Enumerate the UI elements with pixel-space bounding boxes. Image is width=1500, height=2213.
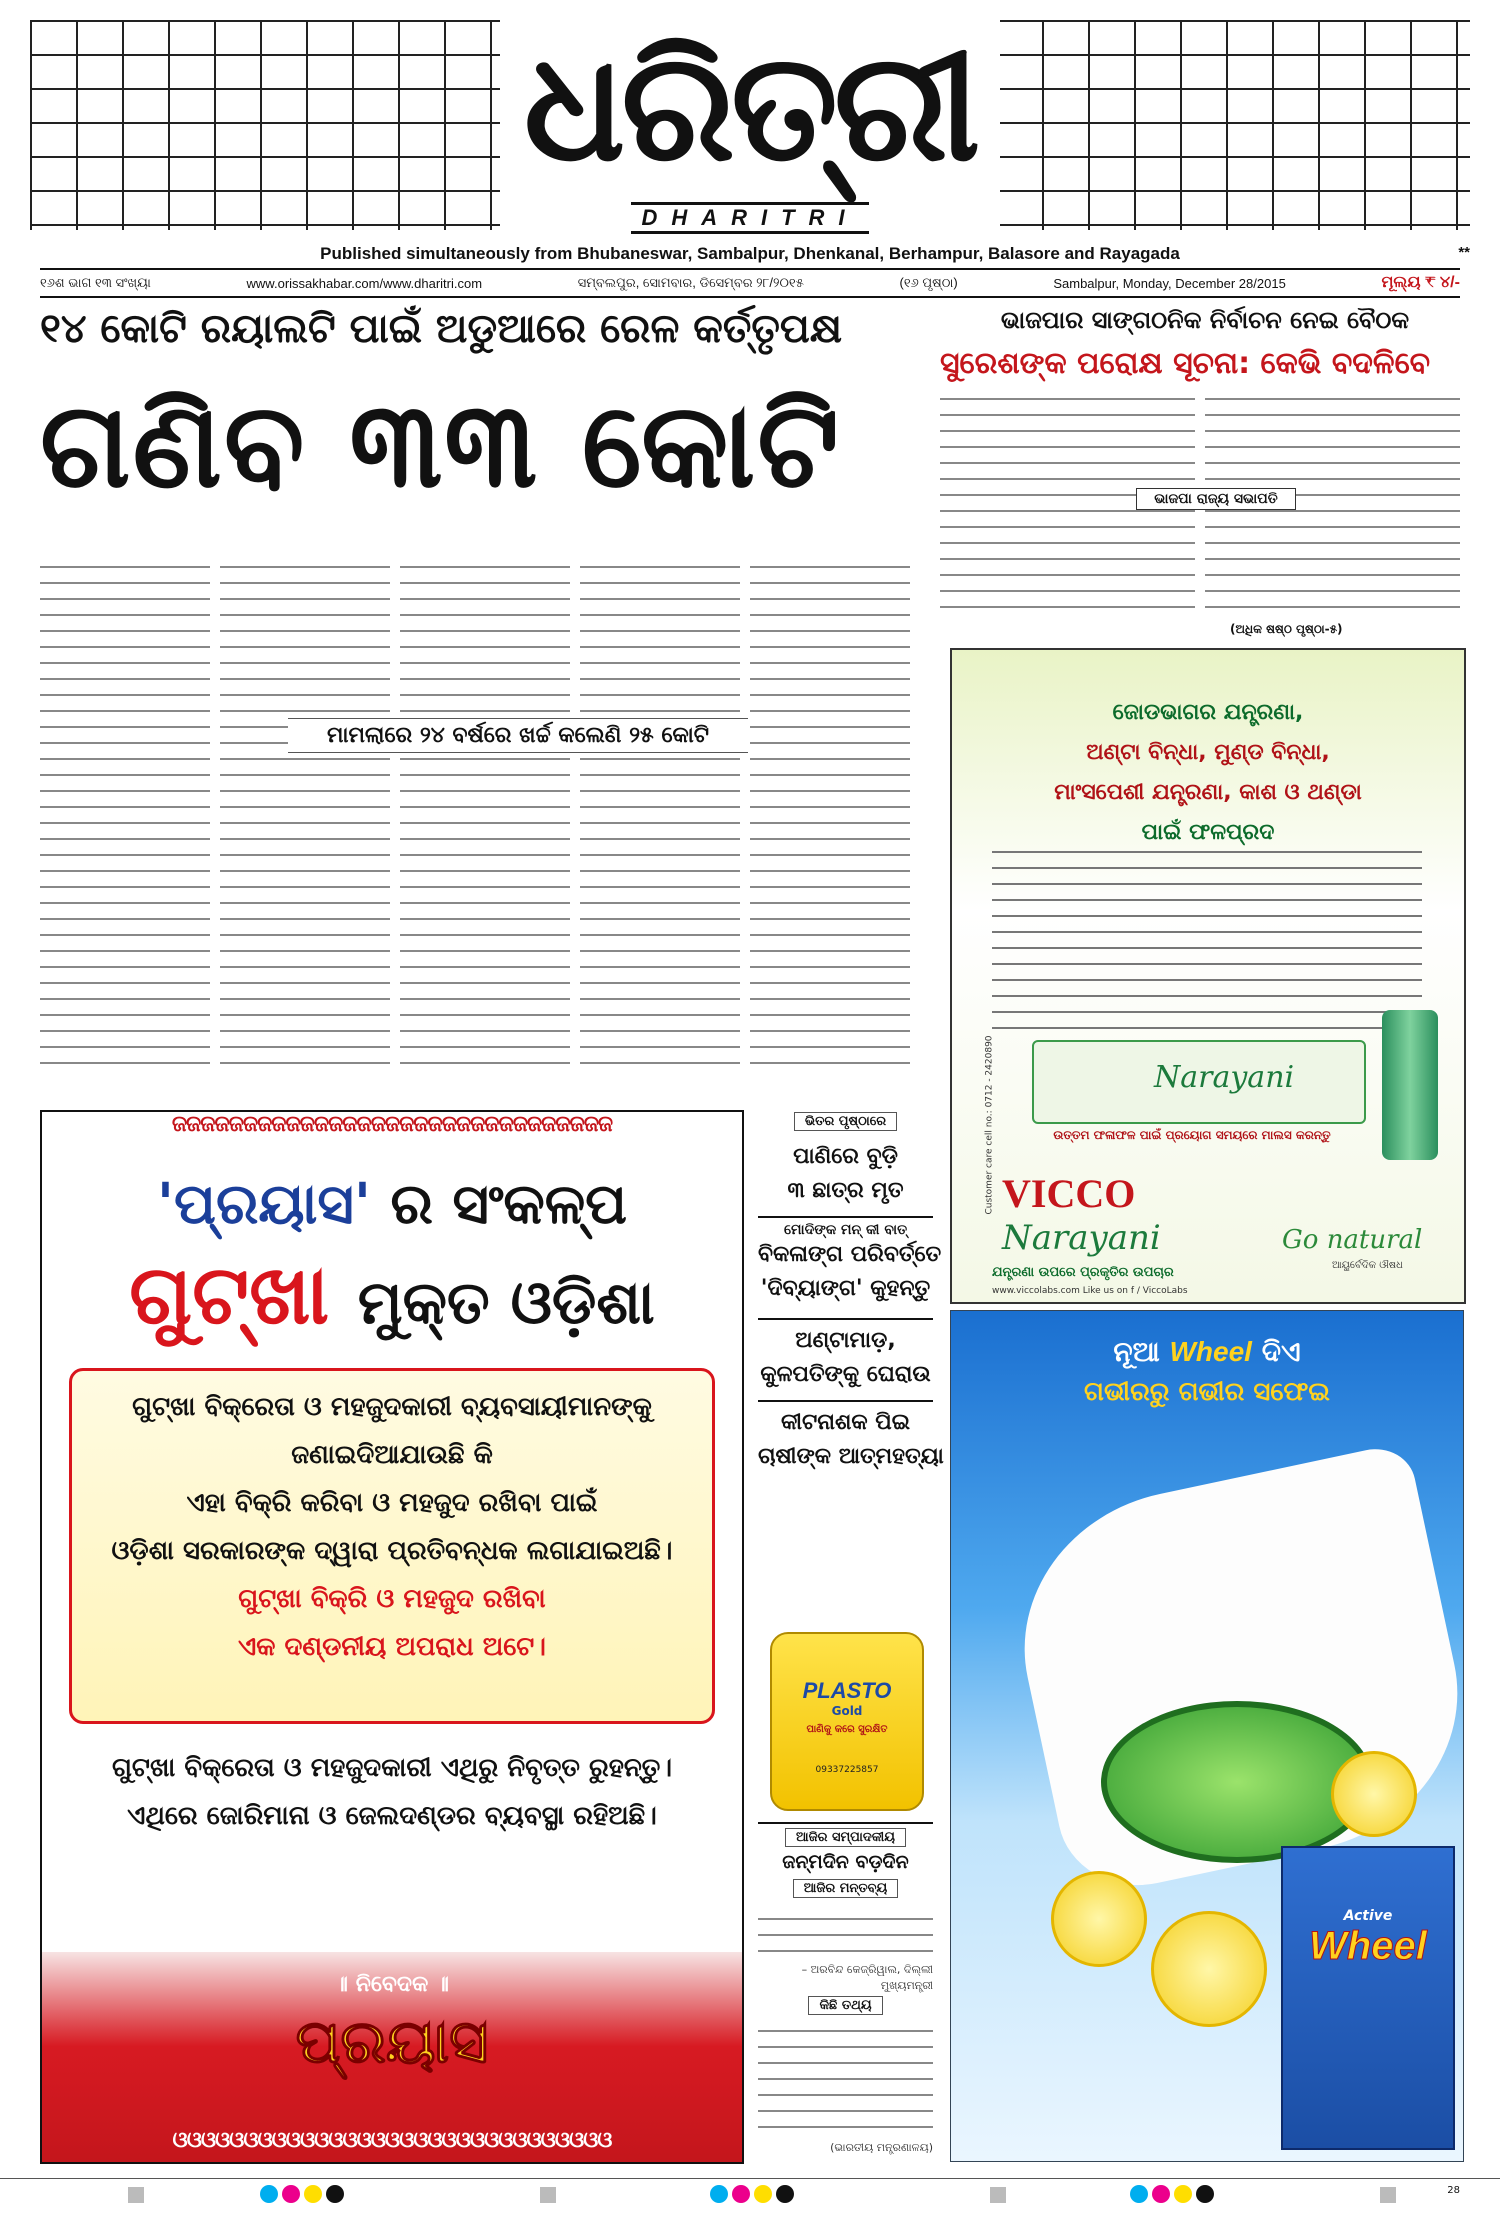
- border-pattern-bottom: ଓଓଓଓଓଓଓଓଓଓଓଓଓଓଓଓଓଓଓଓଓଓଓଓଓଓଓଓଓଓଓ: [172, 2128, 612, 2153]
- registration-mark: [540, 2187, 556, 2203]
- vicco-line-1: ଜୋଡଭାଗର ଯନ୍ତ୍ରଣା,: [1112, 700, 1304, 725]
- inside-item-4-line-2: ଚାଷୀଙ୍କ ଆତ୍ମହତ୍ୟା: [758, 1444, 944, 1469]
- vicco-line-2: ଅଣ୍ଟା ବିନ୍ଧା, ମୁଣ୍ଡ ବିନ୍ଧା,: [1086, 740, 1330, 765]
- wheel-pack-image: [1281, 1846, 1455, 2150]
- comment-label: ଆଜିର ମନ୍ତବ୍ୟ: [793, 1879, 899, 1898]
- gutkha-word: ଗୁଟ୍‌ଖା: [129, 1248, 330, 1343]
- wheel-gives: ଦିଏ: [1261, 1335, 1301, 1368]
- vicco-use-line: ଉତ୍ତମ ଫଳାଫଳ ପାଇଁ ପ୍ରୟୋଗ ସମୟରେ ମାଲସ କରନ୍ତୁ: [1053, 1128, 1331, 1142]
- border-pattern-top: ଜଜଜଜଜଜଜଜଜଜଜଜଜଜଜଜଜଜଜଜଜଜଜଜଜଜଜଜଜଜଜ: [171, 1112, 613, 1137]
- inside-item-4-line-1: କୀଟନାଶକ ପିଇ: [780, 1410, 911, 1435]
- black-swatch: [776, 2185, 794, 2203]
- inside-item-2-line-1: ବିକଳାଙ୍ଗ ପରିବର୍ତ୍ତେ: [758, 1242, 942, 1267]
- pack-wheel: Wheel: [1309, 1924, 1427, 1968]
- vicco-product: Narayani: [1154, 1060, 1295, 1095]
- inside-item-1-line-2: ୩ ଛାତ୍ର ମୃତ: [787, 1178, 904, 1203]
- free-odisha: ମୁକ୍ତ ଓଡ଼ିଶା: [357, 1268, 655, 1338]
- yellow-swatch: [754, 2185, 772, 2203]
- english-date: Sambalpur, Monday, December 28/2015: [1053, 275, 1286, 291]
- lead-column-1: [40, 560, 210, 1070]
- prayas-footer: [42, 1952, 742, 2162]
- side-headline: ସୁରେଶଙ୍କ ପରୋକ୍ଷ ସୂଚନା: କେଭି ବଦଳିବେ: [940, 346, 1431, 381]
- inside-item-1-line-1: ପାଣିରେ ବୁଡ଼ି: [793, 1144, 898, 1169]
- divider: [758, 1822, 933, 1824]
- vicco-tagline: ଯନ୍ତ୍ରଣା ଉପରେ ପ୍ରକୃତିର ଉପଚାର: [992, 1265, 1174, 1280]
- print-footer: [0, 2178, 1500, 2209]
- pack-active: Active: [1343, 1908, 1393, 1924]
- cyan-swatch: [260, 2185, 278, 2203]
- yellow-swatch: [1174, 2185, 1192, 2203]
- logo-latin: DHARITRI: [631, 202, 868, 234]
- vicco-ad[interactable]: [950, 648, 1466, 1304]
- vicco-brand: VICCO: [1002, 1171, 1136, 1216]
- wheel-new: ନୂଆ: [1113, 1335, 1160, 1368]
- ayurvedic-label: ଆୟୁର୍ବେଦିକ ଔଷଧ: [1332, 1260, 1403, 1271]
- inside-item-2-kicker: ମୋଦିଙ୍କ ମନ୍ କୀ ବାତ୍: [783, 1222, 908, 1238]
- magenta-swatch: [1152, 2185, 1170, 2203]
- facts-text: [758, 2024, 933, 2136]
- divider: [758, 1318, 933, 1320]
- facts-label: କିଛି ତଥ୍ୟ: [808, 1996, 882, 2015]
- lead-subhead: ମାମଲାରେ ୨୪ ବର୍ଷରେ ଖର୍ଚ୍ଚ କଲେଣି ୨୫ କୋଟି: [288, 718, 748, 753]
- prayas-ad[interactable]: [40, 1110, 744, 2164]
- editorial-box[interactable]: [758, 1826, 933, 1898]
- vicco-tube-image: [1032, 1040, 1366, 1124]
- inside-item-4[interactable]: [758, 1406, 944, 1474]
- facts-source: (ଭାରତୀୟ ମନ୍ତ୍ରଣାଳୟ): [830, 2141, 933, 2154]
- wheel-line-2: ଗଭୀରରୁ ଗଭୀର ସଫେଇ: [1084, 1377, 1330, 1407]
- editorial-label: ଆଜିର ସମ୍ପାଦକୀୟ: [785, 1828, 906, 1847]
- yellow-swatch: [304, 2185, 322, 2203]
- prayas-resolve: ର ସଂକଳ୍ପ: [390, 1172, 628, 1237]
- cyan-swatch: [710, 2185, 728, 2203]
- lead-column-2: [220, 560, 390, 1070]
- wheel-ad[interactable]: [950, 1310, 1464, 2162]
- wheel-line-1: [951, 1335, 1463, 1369]
- color-swatches: [710, 2185, 798, 2207]
- cyan-swatch: [1130, 2185, 1148, 2203]
- edition-stars: **: [1458, 244, 1470, 261]
- black-swatch: [1196, 2185, 1214, 2203]
- notice-red-1: ଗୁଟ୍‌ଖା ବିକ୍ରି ଓ ମହଜୁଦ ରଖିବା: [238, 1584, 546, 1614]
- lead-headline: ଗଣିବ ୩୩ କୋଟି: [40, 376, 841, 514]
- plasto-brand: PLASTO: [802, 1678, 892, 1703]
- published-line: Published simultaneously from Bhubaneswar, Sambalpur, Dhenkanal, Berhampur, Balasore and Rayagada: [320, 244, 1180, 263]
- dateline: [40, 268, 1460, 298]
- lead-kicker: ୧୪ କୋଟି ରୟାଲଟି ପାଇଁ ଅଡୁଆରେ ରେଳ କର୍ତ୍ତୃପକ୍ଷ: [40, 306, 843, 352]
- side-inline-box: ଭାଜପା ରାଜ୍ୟ ସଭାପତି: [1136, 488, 1296, 510]
- prayas-line-1: [42, 1172, 742, 1238]
- vicco-bullets: [992, 845, 1422, 1035]
- lemon-image: [1151, 1911, 1267, 2027]
- comment-text: [758, 1912, 933, 1960]
- vicco-line-4: ପାଇଁ ଫଳପ୍ରଦ: [1141, 820, 1275, 845]
- page-number: 28: [1447, 2185, 1460, 2196]
- vicco-can-image: [1382, 1010, 1438, 1160]
- notice-line-3: ଏହା ବିକ୍ରି କରିବା ଓ ମହଜୁଦ ରଖିବା ପାଇଁ: [186, 1488, 598, 1518]
- lemon-image: [1331, 1751, 1417, 1837]
- inside-item-2-line-2: 'ଦିବ୍ୟାଙ୍ଗ' କୁହନ୍ତୁ: [760, 1276, 931, 1301]
- color-swatches: [1130, 2185, 1218, 2207]
- divider: [758, 1216, 933, 1218]
- page-count: (୧୬ ପୃଷ୍ଠା): [899, 275, 958, 290]
- lemon-image: [1051, 1871, 1147, 1967]
- plasto-sub: Gold: [831, 1704, 863, 1718]
- inside-item-3-line-1: ଅଣ୍ଟାମାଡ଼,: [795, 1328, 896, 1353]
- nivedaka-label: ॥ ନିବେଦକ ॥: [335, 1972, 449, 1997]
- inside-label: ଭିତର ପୃଷ୍ଠାରେ: [794, 1112, 897, 1131]
- lead-column-4: [580, 560, 740, 1070]
- inside-pages-box: [758, 1110, 933, 1131]
- plasto-slogan: ପାଣିକୁ କରେ ସୁରକ୍ଷିତ: [806, 1724, 888, 1735]
- divider: [758, 1400, 933, 1402]
- vicco-web[interactable]: www.viccolabs.com Like us on f / ViccoLabs: [992, 1286, 1188, 1296]
- price: ମୂଲ୍ୟ ₹ ୪/-: [1381, 274, 1460, 291]
- inside-item-2[interactable]: [758, 1222, 942, 1306]
- prayas-name: 'ପ୍ରୟାସ': [156, 1172, 372, 1237]
- facts-box: [758, 1994, 933, 2015]
- magenta-swatch: [282, 2185, 300, 2203]
- registration-mark: [990, 2187, 1006, 2203]
- registration-mark: [128, 2187, 144, 2203]
- website-link[interactable]: www.orissakhabar.com/www.dharitri.com: [246, 275, 483, 291]
- notice-line-2: ଜଣାଇଦିଆଯାଉଛି କି: [291, 1440, 493, 1470]
- side-kicker: ଭାଜପାର ସାଙ୍ଗଠନିକ ନିର୍ବାଚନ ନେଇ ବୈଠକ: [1000, 306, 1410, 334]
- odia-date: ସମ୍ବଲପୁର, ସୋମବାର, ଡିସେମ୍ବର ୨୮/୨୦୧୫: [577, 275, 804, 290]
- prayas-line-2: [42, 1248, 742, 1344]
- wheel-brand-text: Wheel: [1169, 1336, 1252, 1367]
- prayas-appeal-2: ଏଥିରେ ଜୋରିମାନା ଓ ଜେଲଦଣ୍ଡର ବ୍ୟବସ୍ଥା ରହିଅଛି।: [127, 1801, 657, 1831]
- lead-column-3: [400, 560, 570, 1070]
- notice-line-1: ଗୁଟ୍‌ଖା ବିକ୍ରେତା ଓ ମହଜୁଦକାରୀ ବ୍ୟବସାୟୀମାନଙ୍କୁ: [132, 1392, 652, 1422]
- comment-attribution: – ଅରବିନ୍ଦ କେଜ୍ରିୱାଲ, ଦିଲ୍ଲୀ ମୁଖ୍ୟମନ୍ତ୍ରୀ: [801, 1963, 933, 1992]
- prayas-appeal-1: ଗୁଟ୍‌ଖା ବିକ୍ରେତା ଓ ମହଜୁଦକାରୀ ଏଥିରୁ ନିବୃତ୍ତ ରୁହନ୍ତୁ।: [111, 1753, 673, 1783]
- plasto-phone: 09337225857: [815, 1765, 879, 1775]
- vicco-brand-product: Narayani: [1002, 1218, 1161, 1258]
- logo-text: ଧରିତ୍ରୀ: [523, 19, 977, 195]
- notice-red-2: ଏକ ଦଣ୍ଡନୀୟ ଅପରାଧ ଅଟେ।: [238, 1632, 546, 1662]
- go-natural-logo: Go natural: [1282, 1225, 1423, 1255]
- notice-line-4: ଓଡ଼ିଶା ସରକାରଙ୍କ ଦ୍ୱାରା ପ୍ରତିବନ୍ଧକ ଲଗାଯାଇଅଛି।: [111, 1536, 673, 1566]
- magenta-swatch: [732, 2185, 750, 2203]
- black-swatch: [326, 2185, 344, 2203]
- inside-item-3[interactable]: [758, 1324, 933, 1392]
- issue-number: ୧୬ଶ ଭାଗ ୧୩ ସଂଖ୍ୟା: [40, 275, 151, 290]
- masthead-logo: [500, 12, 1000, 242]
- vicco-line-3: ମାଂସପେଶୀ ଯନ୍ତ୍ରଣା, କାଶ ଓ ଥଣ୍ଡା: [1054, 780, 1362, 805]
- editorial-title: ଜନ୍ମଦିନ ବଡ଼ଦିନ: [782, 1851, 909, 1873]
- lead-column-5: [750, 560, 910, 1070]
- prayas-notice-box: [69, 1368, 715, 1724]
- inside-item-3-line-2: କୁଳପତିଙ୍କୁ ଘେରାଉ: [760, 1362, 931, 1387]
- prayas-brand: ପ୍ରୟାସ: [295, 2007, 489, 2077]
- registration-mark: [1380, 2187, 1396, 2203]
- plasto-tank-ad[interactable]: [770, 1632, 924, 1811]
- color-swatches: [260, 2185, 348, 2207]
- customer-care: Customer care cell no.: 0712 - 2420890: [984, 1035, 995, 1215]
- inside-item-1[interactable]: [758, 1140, 933, 1208]
- side-continued: (ଅଧିକ ଷଷ୍ଠ ପୃଷ୍ଠା-୫): [1230, 622, 1343, 636]
